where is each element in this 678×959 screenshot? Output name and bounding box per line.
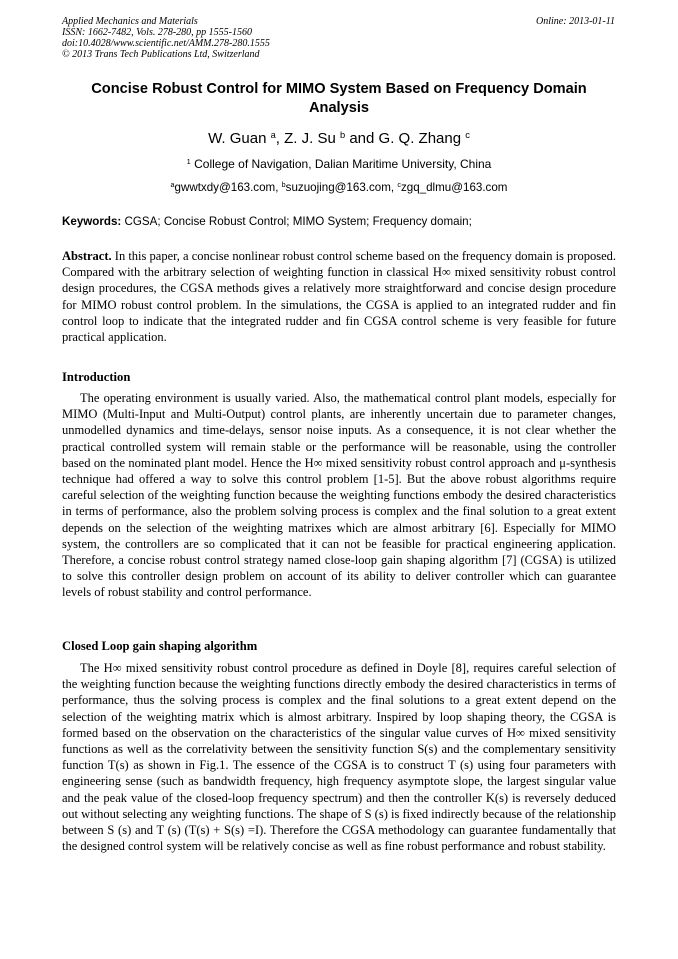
abstract-label: Abstract. xyxy=(62,249,112,263)
online-date: Online: 2013-01-11 xyxy=(536,16,615,27)
email-mark: b xyxy=(281,180,286,190)
email-link[interactable]: gwwtxdy@163.com xyxy=(174,181,276,194)
paper-title: Concise Robust Control for MIMO System Based on Frequency Domain Analysis xyxy=(91,81,587,116)
issn-line: ISSN: 1662-7482, Vols. 278-280, pp 1555-1560 xyxy=(62,27,252,38)
affiliation xyxy=(62,157,616,172)
email-separator: , xyxy=(275,181,282,194)
journal-name: Applied Mechanics and Materials xyxy=(62,16,198,27)
author-affil-mark: a xyxy=(270,129,276,140)
email-mark: a xyxy=(170,180,175,190)
section-heading-introduction: Introduction xyxy=(62,370,131,384)
author-affil-mark: b xyxy=(339,129,346,140)
author-name: W. Guan xyxy=(208,130,267,147)
copyright-line: © 2013 Trans Tech Publications Ltd, Switzerland xyxy=(62,49,260,60)
author-separator: , xyxy=(275,130,285,147)
author-separator: and xyxy=(345,130,379,147)
keywords-label: Keywords: xyxy=(62,215,122,228)
keywords-text: CGSA; Concise Robust Control; MIMO System; Frequency domain; xyxy=(124,215,472,228)
affiliation-mark: 1 xyxy=(186,156,191,166)
section-body-closed-loop: The H∞ mixed sensitivity robust control procedure as defined in Doyle [8], requires careful selection of the weighting function because the weighting functions directly embody the desired characteristics in terms of performance, thus the solving process is complex and the final solutions to a great extent depend on the selection of the weighting matrix which is almost arbitrary. Inspired by loop shaping theory, the CGSA is formed based on the observation on the characteristics of the singular value curves of H∞ mixed sensitivity functions as well as the correlativity between the sensitivity function S(s) and the complementary sensitivity function T(s) as shown in Fig.1. The essence of the CGSA is to construct T (s) using four parameters with engineering sense (such as bandwidth frequency, high frequency asymptote slope, the largest singular value and the peak value of the closed-loop frequency spectrum) and then the controller K(s) is reversely deduced out without selecting any weighting functions. The shape of S (s) is fixed indirectly because of the relationship between S (s) and T (s) (T(s) + S(s) =I). Therefore the CGSA methodology can guarantee fundamentally that the designed control system will be relatively concise as well as fine robust performance and robust stability. xyxy=(62,661,616,854)
email-separator: , xyxy=(390,181,398,194)
author-list xyxy=(62,129,616,149)
section-heading-closed-loop: Closed Loop gain shaping algorithm xyxy=(62,639,258,653)
doi-line: doi:10.4028/www.scientific.net/AMM.278-280.1555 xyxy=(62,38,270,49)
section-body-introduction: The operating environment is usually varied. Also, the mathematical control plant models, especially for MIMO (Multi-Input and Multi-Output) control plants, are inherently uncertain due to parameter changes, unmodelled dynamics and time-delays, sensor noise inputs. As a consequence, it is not clear whether the practical controlled system will remain stable or the performance will be reasonable, using the controller based on the nominated plant model. Hence the H∞ mixed sensitivity robust control approach and μ-synthesis technique had offered a way to solve this control problem [1-5]. But the above robust algorithms require careful selection of the weighting function because the weighting functions embody the desired characteristics in terms of performance, also the problem solving process is complex and the final solution to a great extent depends on the selection of the weighting matrixes which are almost arbitrary [6]. Especially for MIMO system, the controllers are so complicated that it can not be feasible for practical engineering application. Therefore, a concise robust control strategy named close-loop gain shaping algorithm [7] (CGSA) is utilized to solve this controller design problem on account of its ability to deliver controller which can guarantee levels of robust stability and control performance. xyxy=(62,391,616,600)
author-affil-mark: c xyxy=(465,129,470,140)
email-link[interactable]: zgq_dlmu@163.com xyxy=(400,181,508,194)
abstract xyxy=(62,248,616,345)
email-mark: c xyxy=(397,180,401,190)
abstract-text: In this paper, a concise nonlinear robust control scheme based on the frequency domain is proposed. Compared with the arbitrary selection of weighting function in classical H∞ mixed sensitivity robust control design procedures, the CGSA methods gives a relatively more straightforward and concise design procedure for MIMO robust control problem. In the simulations, the CGSA is applied to an integrated rudder and fin control loop to indicate that the integrated rudder and fin CGSA control scheme is very feasible for future practical application. xyxy=(62,249,616,345)
affiliation-text: College of Navigation, Dalian Maritime University, China xyxy=(194,157,492,171)
journal-metadata xyxy=(62,16,270,60)
email-list xyxy=(62,180,616,195)
author-name: G. Q. Zhang xyxy=(378,130,462,147)
author-name: Z. J. Su xyxy=(284,130,336,147)
keywords xyxy=(62,214,616,229)
email-link[interactable]: suzuojing@163.com xyxy=(285,181,391,194)
